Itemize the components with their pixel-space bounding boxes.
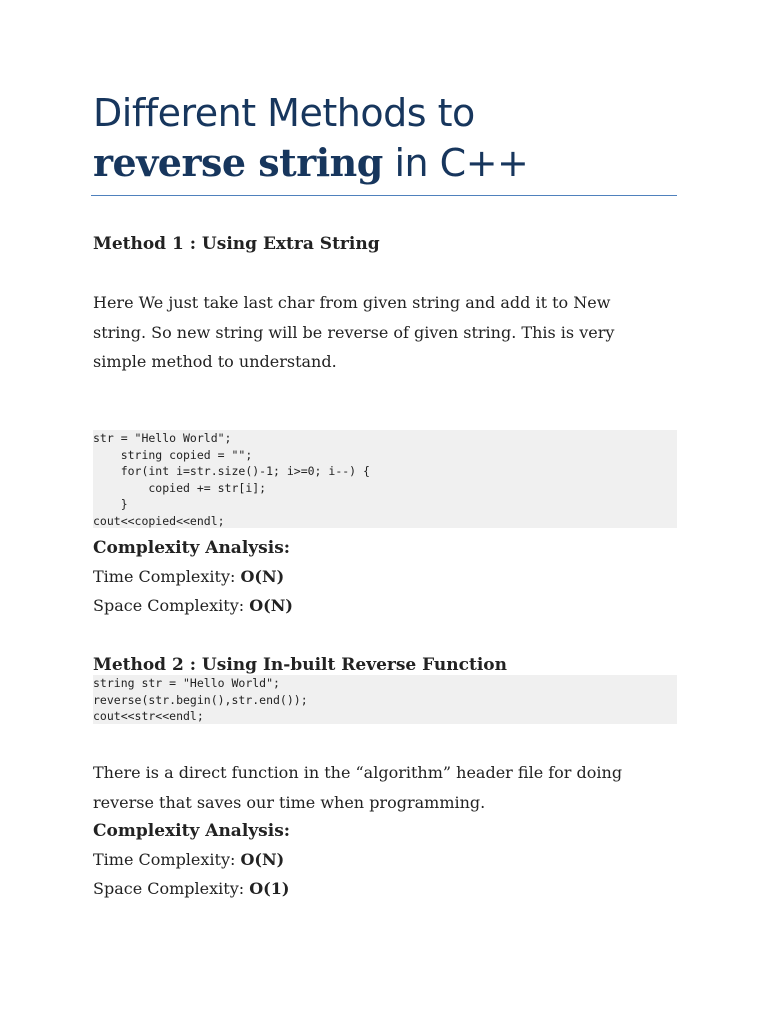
title-bold-text: reverse string [93,140,383,185]
code-line: for(int i=str.size()-1; i>=0; i--) { [93,464,370,478]
code-line: reverse(str.begin(),str.end()); [93,692,308,707]
time-complexity-label: Time Complexity: [93,850,241,869]
method1-code-block [93,430,677,528]
space-complexity-label: Space Complexity: [93,596,250,615]
code-line: cout<<str<<endl; [93,709,204,723]
method1-heading: Method 1 : Using Extra String [93,234,380,254]
method1-time-complexity [93,566,284,588]
time-complexity-label: Time Complexity: [93,567,241,586]
code-line: copied += str[i]; [93,480,267,495]
space-complexity-value: O(N) [249,596,293,615]
code-line: str = "Hello World"; [93,431,232,445]
method1-complexity-heading: Complexity Analysis: [93,538,291,558]
time-complexity-value: O(N) [240,567,285,586]
page-title [93,88,528,188]
space-complexity-value: O(1) [249,879,290,898]
method2-time-complexity [93,849,284,871]
code-line: } [93,497,128,511]
method2-description: There is a direct function in the “algorithm” header file for doing reverse that saves our time when programming. [93,763,623,812]
code-line: string str = "Hello World"; [93,676,280,690]
method2-complexity-heading: Complexity Analysis: [93,821,291,841]
title-divider [91,195,677,196]
code-line: string copied = ""; [93,447,253,462]
method2-code-block [93,675,677,724]
method2-space-complexity [93,878,289,900]
code-line: cout<<copied<<endl; [93,513,225,528]
method1-space-complexity [93,595,293,617]
method1-description: Here We just take last char from given string and add it to New string. So new string will be reverse of given string. This is very simple method to understand. [93,293,615,371]
title-rest-text: in C++ [382,141,529,185]
time-complexity-value: O(N) [240,850,285,869]
title-line1: Different Methods to [93,91,475,135]
space-complexity-label: Space Complexity: [93,879,250,898]
method2-heading: Method 2 : Using In-built Reverse Function [93,655,508,675]
